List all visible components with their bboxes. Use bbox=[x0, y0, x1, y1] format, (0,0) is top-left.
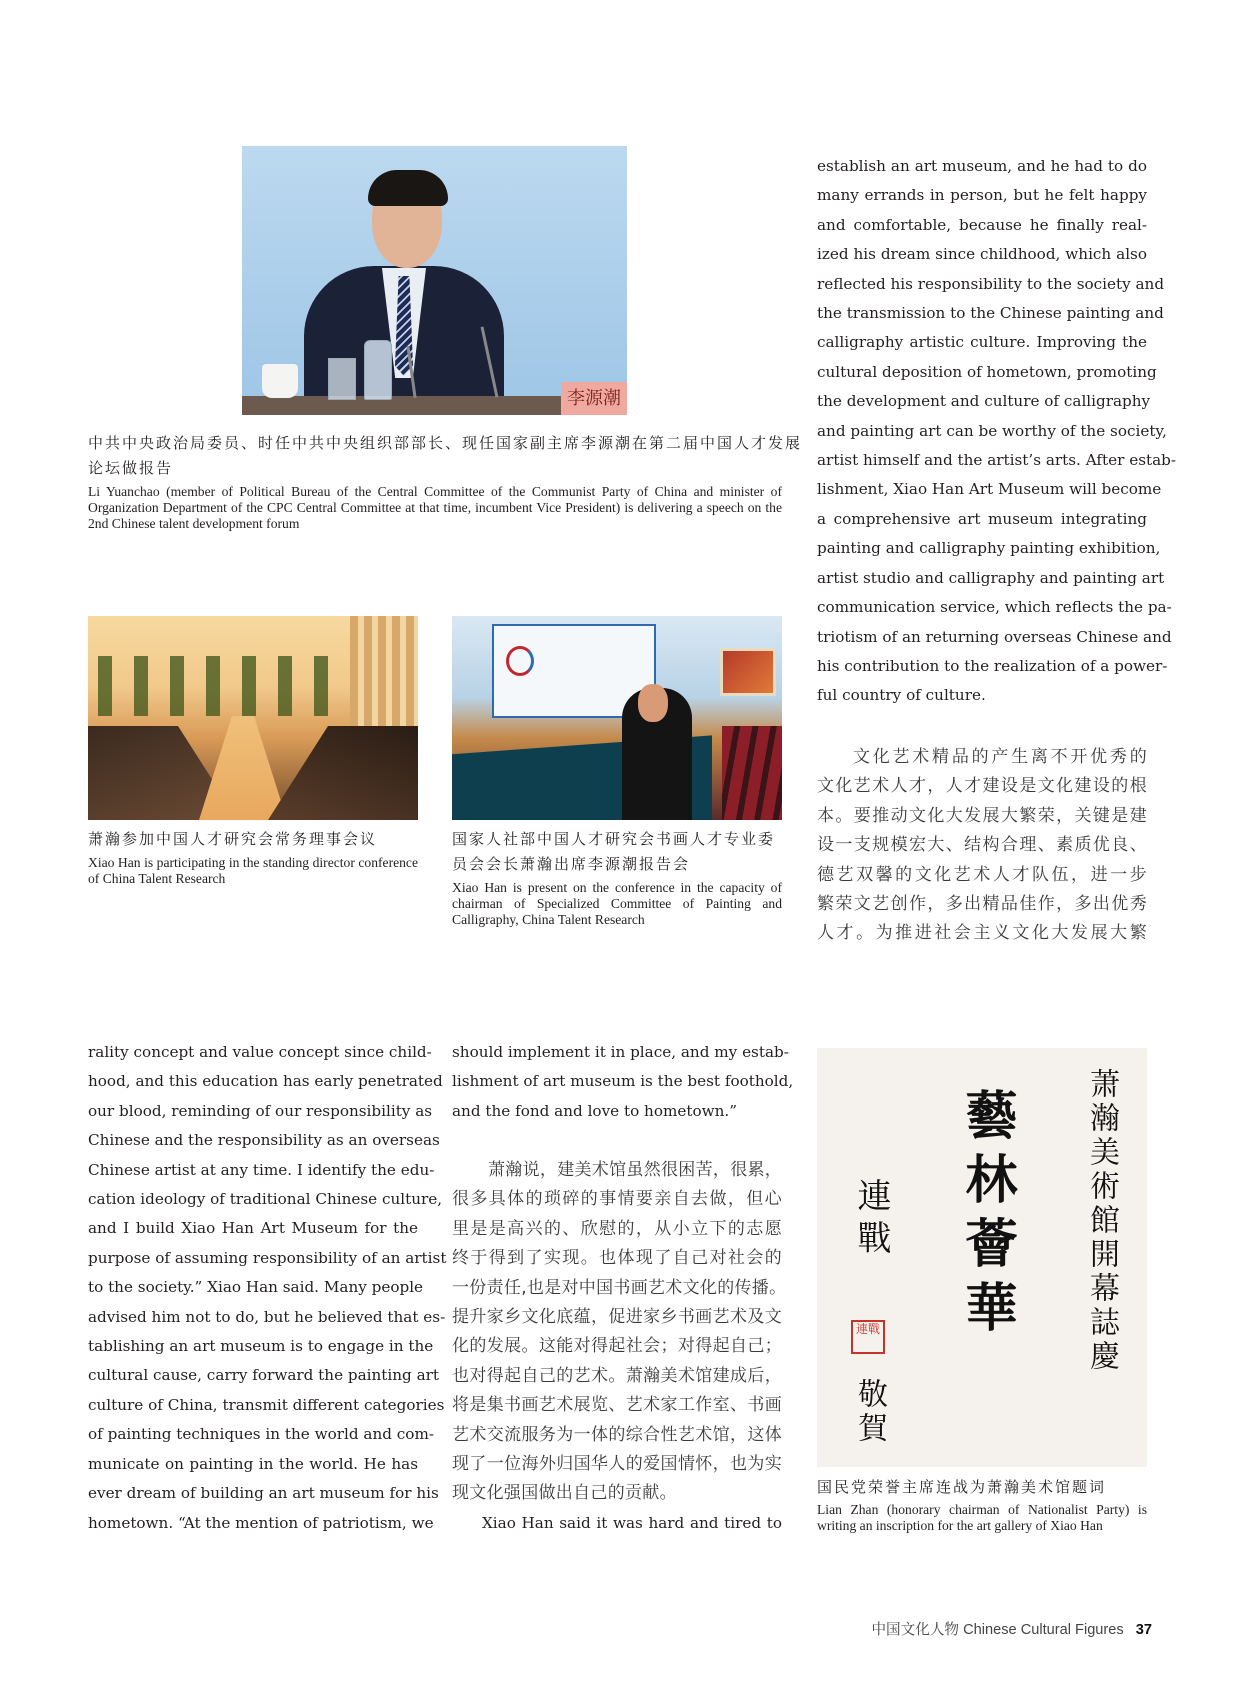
text-line: cultural cause, carry forward the painting art bbox=[88, 1366, 440, 1385]
text-line: to the society.” Xiao Han said. Many people bbox=[88, 1278, 424, 1297]
text-line: and the fond and love to hometown.” bbox=[452, 1101, 737, 1120]
text-line: Chinese artist at any time. I identify the edu- bbox=[88, 1160, 435, 1179]
text-line: his contribution to the realization of a power- bbox=[817, 656, 1168, 675]
photo3-caption-cn bbox=[452, 827, 786, 877]
photo-curtains bbox=[350, 616, 418, 726]
text-line: our blood, reminding of our responsibility as bbox=[88, 1101, 433, 1120]
text-line: cation ideology of traditional Chinese culture, bbox=[88, 1190, 443, 1209]
calligraphy-caption-cn: 国民党荣誉主席连战为萧瀚美术馆题词 bbox=[817, 1478, 1107, 1496]
text-line: reflected his responsibility to the society and bbox=[817, 274, 1165, 293]
text-line: hood, and this education has early penetrated bbox=[88, 1072, 443, 1091]
text-line: 文化艺术人才，人才建设是文化建设的根 bbox=[817, 776, 1147, 797]
calligraphy-inscription bbox=[817, 1048, 1147, 1467]
text-line: 人才。为推进社会主义文化大发展大繁 bbox=[817, 923, 1147, 944]
text-line: 现了一位海外归国华人的爱国情怀，也为实 bbox=[452, 1454, 782, 1475]
photo-chairs bbox=[722, 726, 782, 820]
photo1-caption-en: Li Yuanchao (member of Political Bureau of the Central Committee of the Communist Party of China and minister of Organization Department of the CPC Central Committee at that time, incumbent Vice President) is delivering a speech on the 2nd Chinese talent development forum bbox=[88, 484, 782, 531]
photo-wall-painting bbox=[720, 648, 776, 696]
nameplate: 李源潮 bbox=[561, 382, 627, 415]
calligraphy-signature: 連戰 bbox=[851, 1178, 891, 1262]
text-line: 也对得起自己的艺术。萧瀚美术馆建成后， bbox=[452, 1365, 782, 1386]
bottom-middle-column-cn bbox=[452, 1156, 787, 1509]
text-line: many errands in person, but he felt happy bbox=[817, 186, 1147, 205]
text-line: 设一支规模宏大、结构合理、素质优良、 bbox=[817, 835, 1147, 856]
text-line: Chinese and the responsibility as an overseas bbox=[88, 1131, 440, 1150]
text-line: artist himself and the artist’s arts. After estab- bbox=[817, 451, 1176, 470]
photo-li-yuanchao-speech bbox=[242, 146, 627, 415]
text-line: advised him not to do, but he believed that es- bbox=[88, 1307, 446, 1326]
text-line: lishment, Xiao Han Art Museum will become bbox=[817, 480, 1162, 499]
photo3-caption-en: Xiao Han is present on the conference in the capacity of chairman of Specialized Committee of Painting and Calligraphy, China Talent Research bbox=[452, 880, 782, 927]
text-line: ized his dream since childhood, which also bbox=[817, 245, 1147, 264]
text-line: of painting techniques in the world and com- bbox=[88, 1425, 434, 1444]
caption-line: 中共中央政治局委员、时任中共中央组织部部长、现任国家副主席李源潮在第二届中国人才发展 bbox=[88, 434, 803, 452]
right-column-cn bbox=[817, 743, 1147, 949]
text-line: should implement it in place, and my estab- bbox=[452, 1043, 789, 1061]
text-line: and I build Xiao Han Art Museum for the bbox=[88, 1219, 418, 1238]
text-line: ful country of culture. bbox=[817, 686, 986, 705]
photo-figure-hair bbox=[368, 170, 448, 206]
text-line: 现文化强国做出自己的贡献。 bbox=[452, 1483, 677, 1504]
text-line: purpose of assuming responsibility of an artist bbox=[88, 1248, 447, 1267]
calligraphy-caption-en: Lian Zhan (honorary chairman of Nationalist Party) is writing an inscription for the art gallery of Xiao Han bbox=[817, 1502, 1147, 1533]
caption-line: 国家人社部中国人才研究会书画人才专业委 bbox=[452, 830, 776, 848]
text-line: municate on painting in the world. He has bbox=[88, 1454, 418, 1473]
calligraphy-main-text: 藝林薈華 bbox=[956, 1088, 1017, 1344]
photo2-caption-cn: 萧瀚参加中国人才研究会常务理事会议 bbox=[88, 830, 378, 848]
text-line: triotism of an returning overseas Chinese and bbox=[817, 627, 1172, 646]
text-line: communication service, which reflects the pa- bbox=[817, 598, 1172, 617]
magazine-title-cn: 中国文化人物 bbox=[871, 1622, 960, 1638]
text-line: 萧瀚说，建美术馆虽然很困苦，很累， bbox=[488, 1160, 783, 1180]
photo-figure-head bbox=[638, 684, 668, 722]
text-line: cultural deposition of hometown, promoting bbox=[817, 362, 1157, 381]
photo-attendees-right bbox=[268, 726, 418, 820]
bottom-middle-column-en-bottom bbox=[452, 1509, 782, 1538]
red-seal-stamp: 連戰 bbox=[851, 1320, 885, 1354]
text-line: calligraphy artistic culture. Improving the bbox=[817, 333, 1147, 352]
magazine-title-en: Chinese Cultural Figures bbox=[963, 1622, 1124, 1638]
text-line: 繁荣文艺创作，多出精品佳作，多出优秀 bbox=[817, 894, 1147, 915]
text-line: 本。要推动文化大发展大繁荣，关键是建 bbox=[817, 805, 1147, 826]
text-line: 艺术交流服务为一体的综合性艺术馆，这体 bbox=[452, 1424, 782, 1445]
text-line: the transmission to the Chinese painting and bbox=[817, 304, 1164, 323]
calligraphy-dedication: 萧瀚美術館開幕誌慶 bbox=[1084, 1068, 1119, 1374]
text-line: and painting art can be worthy of the society, bbox=[817, 421, 1167, 440]
text-line: the development and culture of calligraphy bbox=[817, 392, 1151, 411]
caption-line: 论坛做报告 bbox=[88, 459, 174, 477]
text-line: 文化艺术精品的产生离不开优秀的 bbox=[853, 747, 1147, 767]
text-line: 德艺双馨的文化艺术人才队伍，进一步 bbox=[817, 864, 1147, 885]
page-footer bbox=[871, 1618, 1152, 1639]
text-line: rality concept and value concept since child- bbox=[88, 1043, 432, 1061]
text-line: and comfortable, because he finally real- bbox=[817, 215, 1147, 234]
photo-xiao-han-at-conference bbox=[452, 616, 782, 820]
caption-line: 员会会长萧瀚出席李源潮报告会 bbox=[452, 855, 691, 873]
text-line: painting and calligraphy painting exhibition, bbox=[817, 539, 1161, 558]
bottom-middle-column-en-top bbox=[452, 1038, 794, 1126]
calligraphy-greeting: 敬賀 bbox=[852, 1378, 887, 1446]
bottom-left-column-en bbox=[88, 1038, 447, 1538]
text-line: 终于得到了实现。也体现了自己对社会的 bbox=[452, 1248, 782, 1269]
page-number: 37 bbox=[1135, 1622, 1152, 1638]
text-line: hometown. “At the mention of patriotism, we bbox=[88, 1513, 434, 1532]
text-line: culture of China, transmit different categories bbox=[88, 1395, 445, 1414]
text-line: 化的发展。这能对得起社会；对得起自己； bbox=[452, 1336, 782, 1357]
photo-glass bbox=[328, 358, 356, 400]
text-line: Xiao Han said it was hard and tired to bbox=[482, 1514, 782, 1532]
photo2-caption-en: Xiao Han is participating in the standing director conference of China Talent Research bbox=[88, 855, 418, 886]
right-column-en bbox=[817, 152, 1176, 711]
photo1-caption-cn bbox=[88, 431, 803, 481]
text-line: tablishing an art museum is to engage in the bbox=[88, 1337, 434, 1356]
photo-water-bottle bbox=[364, 340, 392, 400]
text-line: artist studio and calligraphy and painting art bbox=[817, 568, 1165, 587]
text-line: 里是是高兴的、欣慰的，从小立下的志愿 bbox=[452, 1218, 782, 1239]
photo-teacup bbox=[262, 364, 298, 398]
text-line: a comprehensive art museum integrating bbox=[817, 509, 1147, 528]
photo-standing-director-conference bbox=[88, 616, 418, 820]
text-line: establish an art museum, and he had to do bbox=[817, 157, 1147, 175]
text-line: ever dream of building an art museum for his bbox=[88, 1484, 439, 1503]
event-logo-icon bbox=[506, 646, 534, 676]
text-line: 一份责任,也是对中国书画艺术文化的传播。 bbox=[452, 1277, 787, 1298]
text-line: 很多具体的琐碎的事情要亲自去做，但心 bbox=[452, 1189, 782, 1210]
text-line: 提升家乡文化底蕴，促进家乡书画艺术及文 bbox=[452, 1307, 782, 1328]
text-line: lishment of art museum is the best foothold, bbox=[452, 1072, 794, 1091]
photo-plants bbox=[98, 656, 348, 716]
text-line: 将是集书画艺术展览、艺术家工作室、书画 bbox=[452, 1395, 782, 1416]
